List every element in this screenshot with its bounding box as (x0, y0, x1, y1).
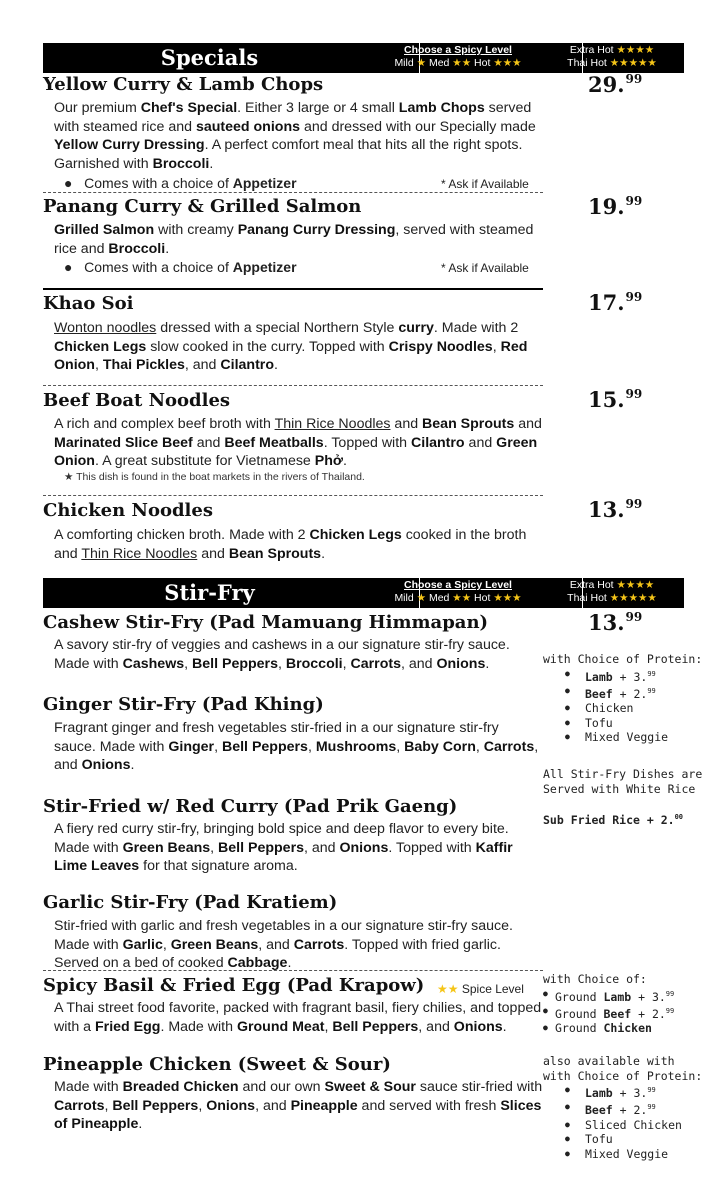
specials-header (43, 43, 684, 73)
protein-option: ● Tofu (543, 1132, 702, 1147)
extra-hot-key (540, 579, 684, 605)
spicy-levels: Mild ★ Med ★★ Hot ★★★ (394, 592, 522, 604)
dish-description: A rich and complex beef broth with Thin Rice Noodles and Bean Sprouts and Marinated Slice Beef and Beef Meatballs. Topped with Cilantro and Green Onion. A great substitute for Vietnamese Phở. (54, 416, 542, 469)
spicy-levels: Mild ★ Med ★★ Hot ★★★ (394, 57, 522, 69)
protein-choices (543, 652, 702, 745)
dish-price: 13.99 (588, 497, 643, 522)
choice-option: ● Ground Lamb + 3.99 (543, 987, 674, 1004)
dish-title: Garlic Stir-Fry (Pad Kratiem) (43, 892, 338, 913)
spicy-key-heading: Choose a Spicy Level (404, 579, 512, 591)
dish-description: A savory stir-fry of veggies and cashews in a our signature stir-fry sauce. Made with Cashews, Bell Peppers, Broccoli, Carrots, and Onions. (54, 637, 510, 672)
protein-option: ● Mixed Veggie (543, 730, 702, 745)
pineapple-choices: also available with with Choice of Protein: ● Lamb + 3.99 ● Beef + 2.99 ● Sliced Chicken ● Tofu ● Mixed Veggie (543, 1054, 702, 1161)
choice-option: ● Ground Chicken (543, 1021, 674, 1036)
spice-level-label: ★★ Spice Level (437, 982, 524, 996)
dish-description: A comforting chicken broth. Made with 2 Chicken Legs cooked in the broth and Thin Rice Noodles and Bean Sprouts. (54, 527, 527, 562)
sub-fried-rice: Sub Fried Rice + 2.00 (543, 812, 683, 827)
dish-description: Grilled Salmon with creamy Panang Curry Dressing, served with steamed rice and Broccoli. (54, 222, 534, 257)
dish-description: Wonton noodles dressed with a special Northern Style curry. Made with 2 Chicken Legs slow cooked in the curry. Topped with Crispy Noodles, Red Onion, Thai Pickles, and Cilantro. (54, 320, 528, 373)
dish-footnote: ★ This dish is found in the boat markets in the rivers of Thailand. (64, 471, 365, 483)
extra-hot-key (540, 44, 684, 70)
ask-note: * Ask if Available (441, 261, 529, 275)
dish-title: Yellow Curry & Lamb Chops (43, 74, 324, 95)
protein-option: ● Beef + 2.99 (543, 684, 702, 701)
protein-option: ● Lamb + 3.99 (543, 667, 702, 684)
dish-price: 17.99 (588, 290, 643, 315)
dish-price: 29.99 (588, 72, 643, 97)
thai-hot-label: Thai Hot ★★★★★ (567, 57, 657, 69)
section-title: Stir-Fry (164, 580, 255, 605)
dish-description: Our premium Chef's Special. Either 3 large or 4 small Lamb Chops served with steamed rice and sauteed onions and dressed with our Specially made Yellow Curry Dressing. A perfect comfort meal that hits all the right spots. Garnished with Broccoli. (54, 100, 536, 172)
protein-option: ● Lamb + 3.99 (543, 1083, 702, 1100)
dish-price: 15.99 (588, 387, 643, 412)
dish-description: A fiery red curry stir-fry, bringing bold spice and deep flavor to every bite. Made with Green Beans, Bell Peppers, and Onions. Topped with Kaffir Lime Leaves for that signature aroma. (54, 821, 513, 874)
protein-option: ● Chicken (543, 701, 702, 716)
protein-heading: with Choice of Protein: (543, 652, 703, 666)
dish-title: Panang Curry & Grilled Salmon (43, 196, 362, 217)
dish-title: Beef Boat Noodles (43, 390, 231, 411)
dish-title: Khao Soi (43, 293, 134, 314)
dish-title: Pineapple Chicken (Sweet & Sour) (43, 1054, 391, 1075)
dish-description: Fragrant ginger and fresh vegetables stir-fried in a our signature stir-fry sauce. Made with Ginger, Bell Peppers, Mushrooms, Baby Corn, Carrots, and Onions. (54, 720, 539, 773)
extra-hot-label: Extra Hot ★★★★ (569, 44, 655, 56)
rice-note: All Stir-Fry Dishes are Served with White Rice (543, 767, 703, 796)
protein-option: ● Beef + 2.99 (543, 1100, 702, 1117)
extra-hot-label: Extra Hot ★★★★ (569, 579, 655, 591)
spicy-key (378, 579, 538, 605)
dish-title: Spicy Basil & Fried Egg (Pad Krapow) (43, 975, 425, 996)
dish-price: 19.99 (588, 194, 643, 219)
stirfry-price: 13.99 (588, 610, 643, 635)
dish-description: A Thai street food favorite, packed with fragrant basil, fiery chilies, and topped with a Fried Egg. Made with Ground Meat, Bell Peppers, and Onions. (54, 1000, 542, 1035)
dish-title: Chicken Noodles (43, 500, 213, 521)
stirfry-header (43, 578, 684, 608)
spicy-key (378, 44, 538, 70)
basil-choices (543, 972, 674, 1036)
protein-option: ● Sliced Chicken (543, 1118, 702, 1133)
dish-description: Stir-fried with garlic and fresh vegetables in a our signature stir-fry sauce. Made with Garlic, Green Beans, and Carrots. Topped with fried garlic. Served on a bed of cooked Cabbage. (54, 918, 513, 971)
appetizer-note: ● Comes with a choice of Appetizer (64, 175, 297, 191)
protein-option: ● Mixed Veggie (543, 1147, 702, 1162)
dish-description: Made with Breaded Chicken and our own Sweet & Sour sauce stir-fried with Carrots, Bell Peppers, Onions, and Pineapple and served with fresh Slices of Pineapple. (54, 1079, 543, 1132)
protein-option: ● Tofu (543, 716, 702, 731)
choice-heading: with Choice of: (543, 972, 647, 986)
thai-hot-label: Thai Hot ★★★★★ (567, 592, 657, 604)
section-title: Specials (160, 45, 259, 70)
choice-option: ● Ground Beef + 2.99 (543, 1004, 674, 1021)
appetizer-note: ● Comes with a choice of Appetizer (64, 259, 297, 275)
dish-title: Cashew Stir-Fry (Pad Mamuang Himmapan) (43, 612, 489, 633)
ask-note: * Ask if Available (441, 177, 529, 191)
spicy-key-heading: Choose a Spicy Level (404, 44, 512, 56)
dish-title: Ginger Stir-Fry (Pad Khing) (43, 694, 324, 715)
dish-title: Stir-Fried w/ Red Curry (Pad Prik Gaeng) (43, 796, 458, 817)
